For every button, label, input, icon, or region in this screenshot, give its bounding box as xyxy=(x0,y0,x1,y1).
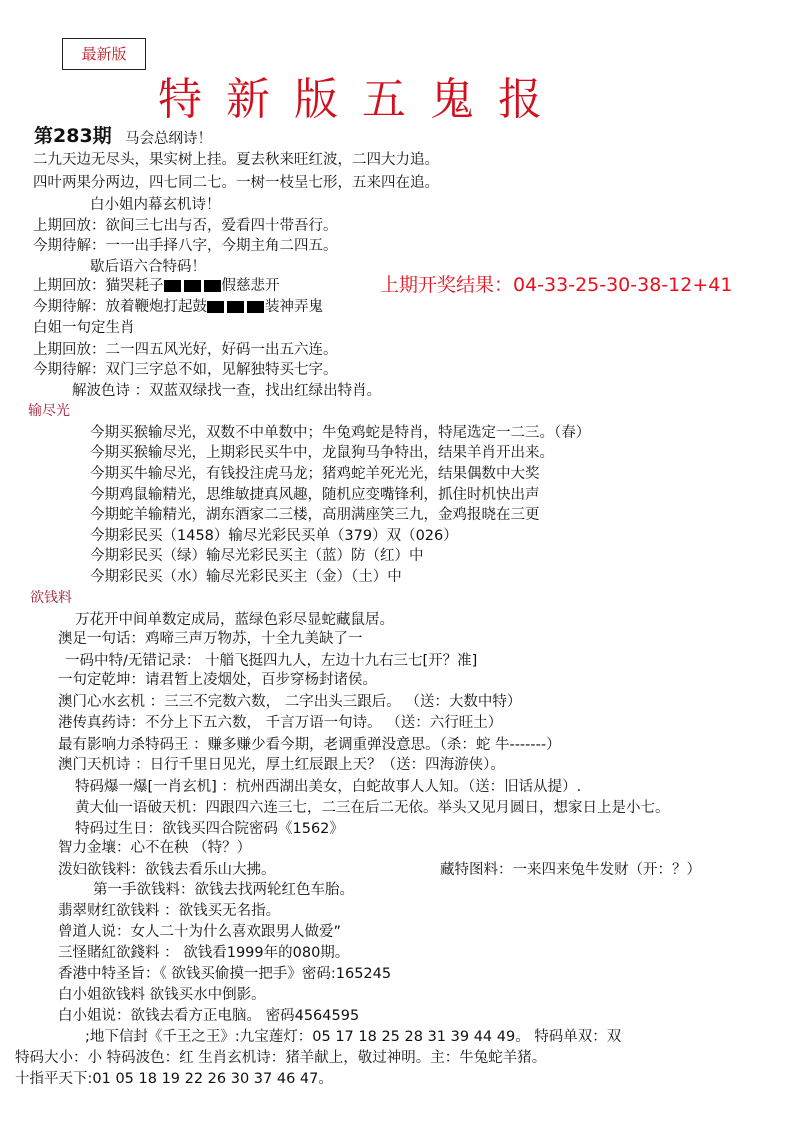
page-title: 特新版五鬼报 xyxy=(158,74,566,125)
redaction-bar xyxy=(164,280,222,292)
redaction-bar xyxy=(207,301,265,313)
text-line: 曾道人说：女人二十为什么喜欢跟男人做爱” xyxy=(58,924,342,940)
poem-title: 马会总纲诗！ xyxy=(125,131,212,147)
text-line: 今期彩民买（绿）输尽光彩民买主（蓝）防（红）中 xyxy=(90,548,424,564)
text-line: 白姐一句定生肖 xyxy=(33,320,135,336)
text-line: 澳门心水玄机 ：三三不完数六数， 二字出头三跟后。 （送：大数中特） xyxy=(58,694,522,710)
text-line: 一句定乾坤：请君暂上凌烟处，百步穿杨封诸侯。 xyxy=(58,672,377,688)
text-line: ;地下信封《千王之王》:九宝莲灯：05 17 18 25 28 31 39 44 49。 特码单双：双 xyxy=(85,1029,622,1045)
text-line: 上期回放：二一四五风光好，好码一出五六连。 xyxy=(33,342,338,358)
riddle-prev-a: 上期回放：猫哭耗子 xyxy=(33,278,164,294)
text-line: 澳门天机诗 ：日行千里日见光，厚土红辰跟上天？（送：四海游侠）。 xyxy=(58,757,505,773)
text-line: 十指平天下:01 05 18 19 22 26 30 37 46 47。 xyxy=(15,1071,333,1087)
text-line: 今期彩民买（1458）输尽光彩民买单（379）双（026） xyxy=(90,528,458,544)
text-line: 白小姐内幕玄机诗！ xyxy=(90,197,221,213)
text-line: 万花开中间单数定成局，蓝绿色彩尽显蛇藏鼠居。 xyxy=(75,612,394,628)
text-line: 三怪賭紅欲錢料 ： 欲钱看1999年的080期。 xyxy=(58,945,350,961)
text-line: 二九天边无尽头，果实树上挂。夏去秋来旺红波，二四大力追。 xyxy=(33,152,439,168)
last-draw-result: 上期开奖结果：04-33-25-30-38-12+41 xyxy=(380,274,733,296)
text-line: 香港中特圣旨：《 欲钱买偷摸一把手》密码:165245 xyxy=(58,966,392,982)
text-line: 白小姐欲钱料 欲钱买水中倒影。 xyxy=(58,987,266,1003)
riddle-prev-b: 假慈悲开 xyxy=(221,278,280,294)
text-line: 白小姐说：欲钱去看方正电脑。 密码4564595 xyxy=(58,1008,360,1024)
riddle-prev xyxy=(33,277,280,295)
section-title-lose-all: 输尽光 xyxy=(28,403,70,419)
latest-version-badge: 最新版 xyxy=(62,38,146,70)
text-line: 藏特图料：一来四来兔牛发财（开：？） xyxy=(440,862,701,878)
text-line: 智力金壤：心不在秧 （特？） xyxy=(58,840,252,856)
text-line: 港传真药诗：不分上下五六数， 千言万语一句诗。 （送：六行旺土） xyxy=(58,715,503,731)
text-line: 今期买猴输尽光，双数不中单数中；牛兔鸡蛇是特肖，特尾选定一二三。（春） xyxy=(90,425,591,441)
text-line: 解波色诗 ：双蓝双绿找一查，找出红绿出特肖。 xyxy=(72,383,382,399)
text-line: 今期待解：双门三字总不如，见解独特买七字。 xyxy=(33,362,338,378)
text-line: 今期待解：一一出手择八字，今期主角二四五。 xyxy=(33,238,338,254)
text-line: 翡翠财红欲钱料 ：欲钱买无名指。 xyxy=(58,903,281,919)
text-line: 今期买猴输尽光，上期彩民买牛中，龙鼠狗马争特出，结果羊肖开出来。 xyxy=(90,445,554,461)
text-line: 四叶两果分两边，四七同二七。一树一枝呈七形，五来四在追。 xyxy=(33,175,439,191)
riddle-next xyxy=(33,298,323,316)
section-title-want-money: 欲钱料 xyxy=(30,590,72,606)
riddle-next-a: 今期待解：放着鞭炮打起鼓 xyxy=(33,299,207,315)
text-line: 今期鸡鼠输精光，思维敏捷真风趣，随机应变嘴锋利，抓住时机快出声 xyxy=(90,487,540,503)
text-line: 歇后语六合特码！ xyxy=(90,259,206,275)
text-line: 今期买牛输尽光，有钱投注虎马龙；猪鸡蛇羊死光光，结果偶数中大奖 xyxy=(90,466,540,482)
text-line: 泼妇欲钱料：欲钱去看乐山大拂。 xyxy=(58,862,276,878)
text-line: 特码过生日：欲钱买四合院密码《1562》 xyxy=(75,821,344,837)
text-line: 今期蛇羊输精光，湖东酒家二三楼，高朋满座笑三九，金鸡报晓在三更 xyxy=(90,507,540,523)
text-line: 黄大仙一语破天机：四跟四六连三七，二三在后二无依。举头又见月圆日，想家日上是小七。 xyxy=(75,800,670,816)
text-line: 特码大小：小 特码波色：红 生肖玄机诗：猪羊献上，敬过神明。主：牛兔蛇羊猪。 xyxy=(15,1050,547,1066)
riddle-next-b: 装神弄鬼 xyxy=(265,299,323,315)
text-line: 一码中特/无错记录： 十艏飞挺四九人，左边十九右三七[开？准] xyxy=(65,653,478,669)
text-line: 上期回放：欲间三七出与否，爱看四十带吾行。 xyxy=(33,218,338,234)
text-line: 特码爆一爆[一肖玄机] ：杭州西湖出美女，白蛇故事人人知。（送：旧话从提）. xyxy=(75,779,582,795)
issue-number: 第283期 xyxy=(34,125,112,147)
text-line: 第一手欲钱料：欲钱去找两轮红色车胎。 xyxy=(93,882,354,898)
text-line: 澳足一句话：鸡啼三声万物苏，十全九美缺了一 xyxy=(58,631,363,647)
text-line: 最有影响力杀特码王 ：赚多赚少看今期，老调重弹没意思。（杀：蛇 牛-------） xyxy=(58,737,561,753)
text-line: 今期彩民买（水）输尽光彩民买主（金）（土）中 xyxy=(90,569,402,585)
